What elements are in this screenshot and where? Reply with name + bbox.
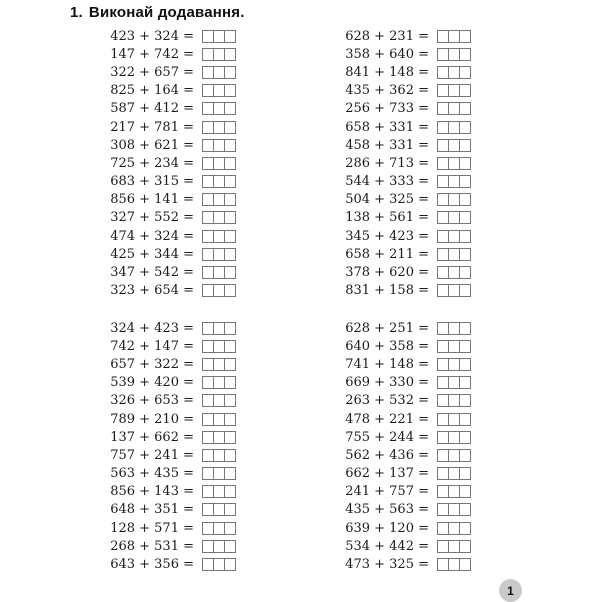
problem-expression: 241 + 757 =: [345, 484, 429, 500]
answer-boxes[interactable]: [437, 66, 471, 79]
problem-row: [110, 319, 236, 337]
answer-digit-box[interactable]: [459, 503, 471, 516]
problem-row: [345, 428, 471, 446]
problem-expression: 725 + 234 =: [110, 155, 194, 171]
problem-row: [110, 501, 236, 519]
problem-expression: 504 + 325 =: [345, 192, 429, 208]
answer-boxes[interactable]: [437, 48, 471, 61]
problem-expression: 473 + 325 =: [345, 557, 429, 573]
answer-boxes[interactable]: [202, 266, 236, 279]
problem-row: [110, 428, 236, 446]
problem-block-3: [110, 319, 236, 574]
answer-boxes[interactable]: [437, 485, 471, 498]
problem-expression: 662 + 137 =: [345, 466, 429, 482]
answer-boxes[interactable]: [202, 121, 236, 134]
problem-row: [110, 209, 236, 227]
answer-digit-box[interactable]: [459, 358, 471, 371]
problem-row: [110, 27, 236, 45]
answer-digit-box[interactable]: [224, 376, 236, 389]
problem-row: [345, 501, 471, 519]
problem-row: [110, 63, 236, 81]
problem-row: [345, 45, 471, 63]
answer-digit-box[interactable]: [224, 193, 236, 206]
answer-digit-box[interactable]: [224, 48, 236, 61]
problem-expression: 856 + 143 =: [110, 484, 194, 500]
answer-digit-box[interactable]: [224, 522, 236, 535]
answer-boxes[interactable]: [202, 30, 236, 43]
problem-expression: 378 + 620 =: [345, 265, 429, 281]
problem-expression: 138 + 561 =: [345, 210, 429, 226]
problem-row: [345, 118, 471, 136]
problem-expression: 458 + 331 =: [345, 137, 429, 153]
answer-digit-box[interactable]: [224, 84, 236, 97]
answer-digit-box[interactable]: [224, 139, 236, 152]
answer-boxes[interactable]: [437, 503, 471, 516]
problem-expression: 327 + 552 =: [110, 210, 194, 226]
problem-expression: 683 + 315 =: [110, 174, 194, 190]
problem-row: [345, 100, 471, 118]
answer-boxes[interactable]: [437, 248, 471, 261]
problem-row: [110, 355, 236, 373]
answer-boxes[interactable]: [202, 358, 236, 371]
answer-boxes[interactable]: [437, 558, 471, 571]
answer-digit-box[interactable]: [224, 413, 236, 426]
problem-row: [110, 263, 236, 281]
answer-digit-box[interactable]: [459, 376, 471, 389]
answer-boxes[interactable]: [202, 157, 236, 170]
problem-block-1: [110, 27, 236, 300]
answer-boxes[interactable]: [202, 376, 236, 389]
problem-row: [110, 173, 236, 191]
answer-boxes[interactable]: [202, 66, 236, 79]
problem-expression: 562 + 436 =: [345, 447, 429, 463]
answer-digit-box[interactable]: [459, 413, 471, 426]
problem-expression: 825 + 164 =: [110, 83, 194, 99]
answer-digit-box[interactable]: [224, 30, 236, 43]
problem-row: [345, 27, 471, 45]
problem-expression: 643 + 356 =: [110, 557, 194, 573]
answer-digit-box[interactable]: [224, 340, 236, 353]
answer-digit-box[interactable]: [224, 467, 236, 480]
answer-digit-box[interactable]: [224, 66, 236, 79]
problem-expression: 137 + 662 =: [110, 429, 194, 445]
problem-row: [110, 136, 236, 154]
problem-row: [110, 446, 236, 464]
problem-expression: 326 + 653 =: [110, 393, 194, 409]
answer-boxes[interactable]: [202, 48, 236, 61]
answer-digit-box[interactable]: [459, 175, 471, 188]
problem-row: [110, 191, 236, 209]
answer-digit-box[interactable]: [459, 248, 471, 261]
problem-row: [345, 63, 471, 81]
problem-expression: 263 + 532 =: [345, 393, 429, 409]
problem-expression: 534 + 442 =: [345, 538, 429, 554]
problem-expression: 128 + 571 =: [110, 520, 194, 536]
answer-boxes[interactable]: [202, 193, 236, 206]
answer-digit-box[interactable]: [224, 394, 236, 407]
exercise-instruction: Виконай додавання.: [88, 4, 245, 21]
problem-row: [345, 136, 471, 154]
problem-row: [110, 374, 236, 392]
problem-row: [345, 209, 471, 227]
answer-digit-box[interactable]: [459, 340, 471, 353]
problem-expression: 423 + 324 =: [110, 28, 194, 44]
problem-expression: 358 + 640 =: [345, 46, 429, 62]
problem-expression: 147 + 742 =: [110, 46, 194, 62]
answer-digit-box[interactable]: [459, 449, 471, 462]
problem-expression: 831 + 158 =: [345, 283, 429, 299]
answer-digit-box[interactable]: [459, 485, 471, 498]
answer-boxes[interactable]: [202, 540, 236, 553]
problem-row: [110, 154, 236, 172]
answer-boxes[interactable]: [437, 540, 471, 553]
answer-boxes[interactable]: [437, 30, 471, 43]
answer-digit-box[interactable]: [459, 266, 471, 279]
answer-digit-box[interactable]: [224, 485, 236, 498]
answer-digit-box[interactable]: [459, 157, 471, 170]
answer-boxes[interactable]: [437, 193, 471, 206]
answer-digit-box[interactable]: [224, 266, 236, 279]
problem-expression: 539 + 420 =: [110, 375, 194, 391]
problem-block-4: [345, 319, 471, 574]
problem-expression: 648 + 351 =: [110, 502, 194, 518]
answer-boxes[interactable]: [437, 211, 471, 224]
answer-digit-box[interactable]: [459, 467, 471, 480]
answer-digit-box[interactable]: [459, 193, 471, 206]
problem-row: [110, 282, 236, 300]
answer-digit-box[interactable]: [459, 211, 471, 224]
problem-expression: 345 + 423 =: [345, 228, 429, 244]
answer-digit-box[interactable]: [224, 431, 236, 444]
answer-boxes[interactable]: [437, 139, 471, 152]
problem-row: [110, 82, 236, 100]
problem-expression: 757 + 241 =: [110, 447, 194, 463]
problem-row: [345, 392, 471, 410]
answer-boxes[interactable]: [202, 449, 236, 462]
answer-digit-box[interactable]: [459, 558, 471, 571]
answer-digit-box[interactable]: [459, 394, 471, 407]
answer-boxes[interactable]: [202, 322, 236, 335]
problem-row: [110, 483, 236, 501]
problem-row: [345, 245, 471, 263]
problem-row: [345, 282, 471, 300]
problem-expression: 217 + 781 =: [110, 119, 194, 135]
problem-expression: 474 + 324 =: [110, 228, 194, 244]
problem-row: [345, 319, 471, 337]
problem-row: [345, 263, 471, 281]
answer-digit-box[interactable]: [224, 322, 236, 335]
problem-row: [110, 45, 236, 63]
problem-expression: 658 + 331 =: [345, 119, 429, 135]
answer-digit-box[interactable]: [224, 540, 236, 553]
answer-boxes[interactable]: [437, 431, 471, 444]
answer-digit-box[interactable]: [459, 230, 471, 243]
answer-boxes[interactable]: [437, 266, 471, 279]
problem-expression: 563 + 435 =: [110, 466, 194, 482]
problem-expression: 435 + 362 =: [345, 83, 429, 99]
answer-boxes[interactable]: [437, 467, 471, 480]
answer-boxes[interactable]: [437, 175, 471, 188]
problem-row: [345, 191, 471, 209]
problem-row: [345, 537, 471, 555]
answer-digit-box[interactable]: [459, 139, 471, 152]
answer-boxes[interactable]: [202, 175, 236, 188]
answer-digit-box[interactable]: [224, 503, 236, 516]
answer-boxes[interactable]: [202, 522, 236, 535]
problem-expression: 478 + 221 =: [345, 411, 429, 427]
problem-expression: 628 + 231 =: [345, 28, 429, 44]
problem-row: [110, 100, 236, 118]
answer-boxes[interactable]: [437, 522, 471, 535]
problem-row: [345, 227, 471, 245]
answer-boxes[interactable]: [202, 558, 236, 571]
answer-boxes[interactable]: [437, 413, 471, 426]
problem-row: [345, 374, 471, 392]
problem-row: [345, 355, 471, 373]
problem-expression: 324 + 423 =: [110, 320, 194, 336]
answer-boxes[interactable]: [202, 340, 236, 353]
answer-digit-box[interactable]: [224, 102, 236, 115]
problem-expression: 742 + 147 =: [110, 338, 194, 354]
answer-digit-box[interactable]: [459, 522, 471, 535]
answer-boxes[interactable]: [437, 157, 471, 170]
answer-boxes[interactable]: [202, 248, 236, 261]
answer-boxes[interactable]: [437, 322, 471, 335]
problem-row: [345, 446, 471, 464]
problem-row: [110, 555, 236, 573]
problem-expression: 755 + 244 =: [345, 429, 429, 445]
problem-expression: 657 + 322 =: [110, 356, 194, 372]
answer-boxes[interactable]: [202, 102, 236, 115]
problem-expression: 308 + 621 =: [110, 137, 194, 153]
answer-digit-box[interactable]: [459, 284, 471, 297]
answer-boxes[interactable]: [202, 84, 236, 97]
problem-row: [110, 537, 236, 555]
problem-row: [110, 245, 236, 263]
problem-row: [345, 410, 471, 428]
answer-boxes[interactable]: [437, 84, 471, 97]
answer-digit-box[interactable]: [224, 248, 236, 261]
exercise-number: 1.: [70, 4, 83, 21]
answer-boxes[interactable]: [437, 230, 471, 243]
answer-boxes[interactable]: [437, 394, 471, 407]
answer-boxes[interactable]: [202, 211, 236, 224]
answer-digit-box[interactable]: [459, 540, 471, 553]
answer-boxes[interactable]: [437, 284, 471, 297]
problem-row: [345, 465, 471, 483]
exercise-title: [70, 4, 245, 21]
problem-row: [345, 173, 471, 191]
problem-expression: 322 + 657 =: [110, 64, 194, 80]
problem-row: [110, 392, 236, 410]
answer-boxes[interactable]: [202, 139, 236, 152]
answer-digit-box[interactable]: [459, 48, 471, 61]
problem-expression: 741 + 148 =: [345, 356, 429, 372]
page-number-badge: 1: [499, 579, 522, 602]
answer-digit-box[interactable]: [224, 175, 236, 188]
problem-expression: 587 + 412 =: [110, 101, 194, 117]
answer-digit-box[interactable]: [459, 431, 471, 444]
problem-row: [110, 410, 236, 428]
answer-digit-box[interactable]: [459, 121, 471, 134]
answer-digit-box[interactable]: [459, 30, 471, 43]
answer-boxes[interactable]: [437, 121, 471, 134]
answer-digit-box[interactable]: [224, 230, 236, 243]
problem-row: [345, 519, 471, 537]
answer-boxes[interactable]: [202, 284, 236, 297]
answer-digit-box[interactable]: [224, 449, 236, 462]
answer-boxes[interactable]: [437, 102, 471, 115]
answer-boxes[interactable]: [202, 503, 236, 516]
problem-expression: 323 + 654 =: [110, 283, 194, 299]
problem-row: [345, 82, 471, 100]
problem-expression: 639 + 120 =: [345, 520, 429, 536]
problem-row: [110, 519, 236, 537]
problem-row: [110, 118, 236, 136]
answer-boxes[interactable]: [202, 230, 236, 243]
problem-row: [110, 465, 236, 483]
problem-row: [345, 483, 471, 501]
answer-digit-box[interactable]: [224, 211, 236, 224]
problem-row: [110, 337, 236, 355]
answer-boxes[interactable]: [202, 467, 236, 480]
answer-digit-box[interactable]: [459, 84, 471, 97]
answer-boxes[interactable]: [202, 485, 236, 498]
answer-boxes[interactable]: [437, 449, 471, 462]
answer-digit-box[interactable]: [224, 558, 236, 571]
answer-digit-box[interactable]: [459, 102, 471, 115]
problem-expression: 856 + 141 =: [110, 192, 194, 208]
problem-expression: 841 + 148 =: [345, 64, 429, 80]
problem-expression: 268 + 531 =: [110, 538, 194, 554]
problem-expression: 425 + 344 =: [110, 246, 194, 262]
problem-expression: 256 + 733 =: [345, 101, 429, 117]
answer-boxes[interactable]: [437, 358, 471, 371]
problem-row: [345, 337, 471, 355]
answer-digit-box[interactable]: [459, 322, 471, 335]
answer-boxes[interactable]: [437, 376, 471, 389]
answer-digit-box[interactable]: [224, 157, 236, 170]
problem-expression: 544 + 333 =: [345, 174, 429, 190]
problem-expression: 789 + 210 =: [110, 411, 194, 427]
problem-expression: 640 + 358 =: [345, 338, 429, 354]
problem-block-2: [345, 27, 471, 300]
answer-boxes[interactable]: [202, 413, 236, 426]
problem-expression: 669 + 330 =: [345, 375, 429, 391]
answer-boxes[interactable]: [437, 340, 471, 353]
problem-row: [110, 227, 236, 245]
answer-digit-box[interactable]: [224, 358, 236, 371]
problem-expression: 435 + 563 =: [345, 502, 429, 518]
problem-expression: 347 + 542 =: [110, 265, 194, 281]
problem-row: [345, 555, 471, 573]
problem-expression: 658 + 211 =: [345, 246, 429, 262]
answer-digit-box[interactable]: [224, 284, 236, 297]
answer-boxes[interactable]: [202, 431, 236, 444]
problem-expression: 286 + 713 =: [345, 155, 429, 171]
answer-digit-box[interactable]: [459, 66, 471, 79]
problem-row: [345, 154, 471, 172]
problem-expression: 628 + 251 =: [345, 320, 429, 336]
answer-digit-box[interactable]: [224, 121, 236, 134]
answer-boxes[interactable]: [202, 394, 236, 407]
